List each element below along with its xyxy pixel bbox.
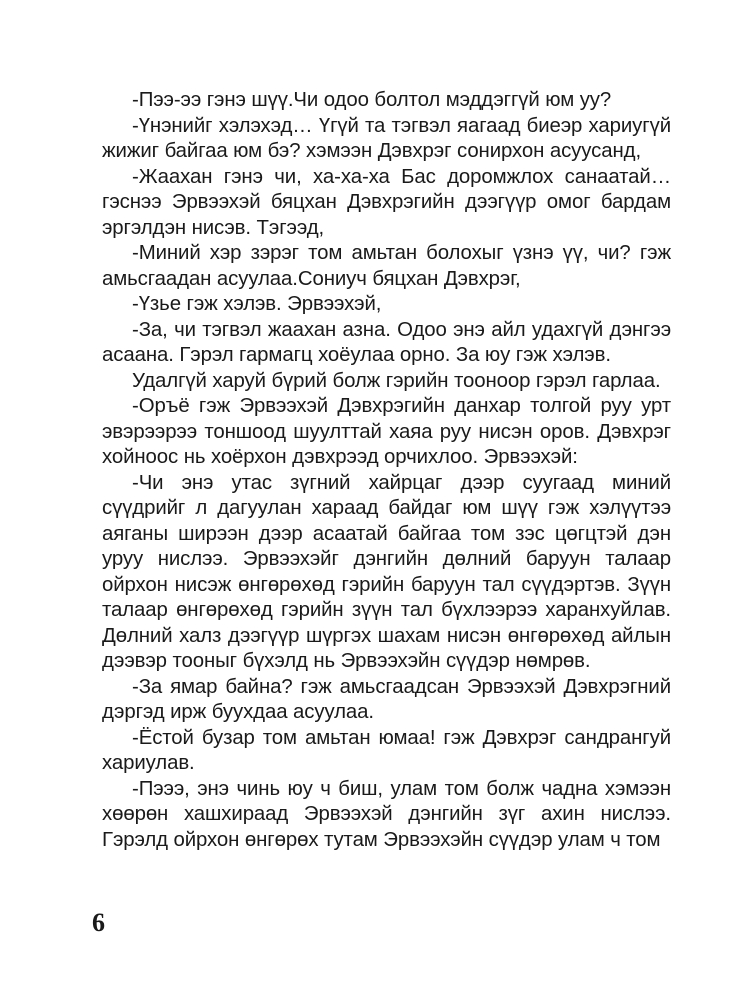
paragraph: -За, чи тэгвэл жаахан азна. Одоо энэ айл удахгүй дэнгээ асаана. Гэрэл гармагц хоёулаа орно. За юу гэж хэлэв. [102,318,671,366]
paragraph: -Чи энэ утас зүгний хайрцаг дээр суугаад миний сүүдрийг л дагуулан хараад байдаг юм шүү гэж хэлүүтээ аяганы ширээн дээр асаатай байгаа том зэс цөгцтэй дэн уруу нислээ. Эрвээхэйг дэнгийн дөлний баруун талаар ойрхон нисэж өнгөрөхөд гэрийн баруун тал сүүдэртэв. Зүүн талаар өнгөрөхөд гэрийн зүүн тал бүхлээрээ харанхуйлав. Дөлний халз дээгүүр шүргэх шахам нисэн өнгөрөхөд айлын дээвэр тооныг бүхэлд нь Эрвээхэйн сүүдэр нөмрөв. [102,471,671,672]
paragraph: -Оръё гэж Эрвээхэй Дэвхрэгийн данхар толгой руу урт эвэрээрээ тоншоод шуулттай хаяа руу нисэн оров. Дэвхрэг хойноос нь хоёрхон дэвхрээд орчихлоо. Эрвээхэй: [102,395,671,468]
paragraph: Удалгүй харуй бүрий болж гэрийн тооноор гэрэл гарлаа. [132,369,661,392]
paragraph: -Пэээ, энэ чинь юу ч биш, улам том болж чадна хэмээн хөөрөн хашхираад Эрвээхэй дэнгийн зүг ахин нислээ. Гэрэлд ойрхон өнгөрөх тутам Эрвээхэйн сүүдэр улам ч том [102,777,671,851]
paragraph: -Үзье гэж хэлэв. Эрвээхэй, [132,293,382,315]
paragraph: -Ёстой бузар том амьтан юмаа! гэж Дэвхрэг сандрангуй хариулав. [102,726,671,774]
paragraph: -Жаахан гэнэ чи, ха-ха-ха Бас доромжлох санаатай… гэснээ Эрвээхэй бяцхан Дэвхрэгийн дээгүүр омог бардам эргэлдэн нисэв. Тэгээд, [102,165,671,239]
paragraph: -Үнэнийг хэлэхэд… Үгүй та тэгвэл яагаад биеэр хариугүй жижиг байгаа юм бэ? хэмээн Дэвхрэг сонирхон асуусанд, [102,114,671,162]
paragraph: -Миний хэр зэрэг том амьтан болохыг үзнэ үү, чи? гэж амьсгаадан асуулаа.Сониуч бяцхан Дэвхрэг, [102,242,671,290]
paragraph: -Пээ-ээ гэнэ шүү.Чи одоо болтол мэддэггүй юм уу? [132,89,612,111]
body-text [102,88,671,853]
paragraph: -За ямар байна? гэж амьсгаадсан Эрвээхэй Дэвхрэгний дэргэд ирж буухдаа асуулаа. [102,675,671,723]
page-number: 6 [92,908,105,937]
